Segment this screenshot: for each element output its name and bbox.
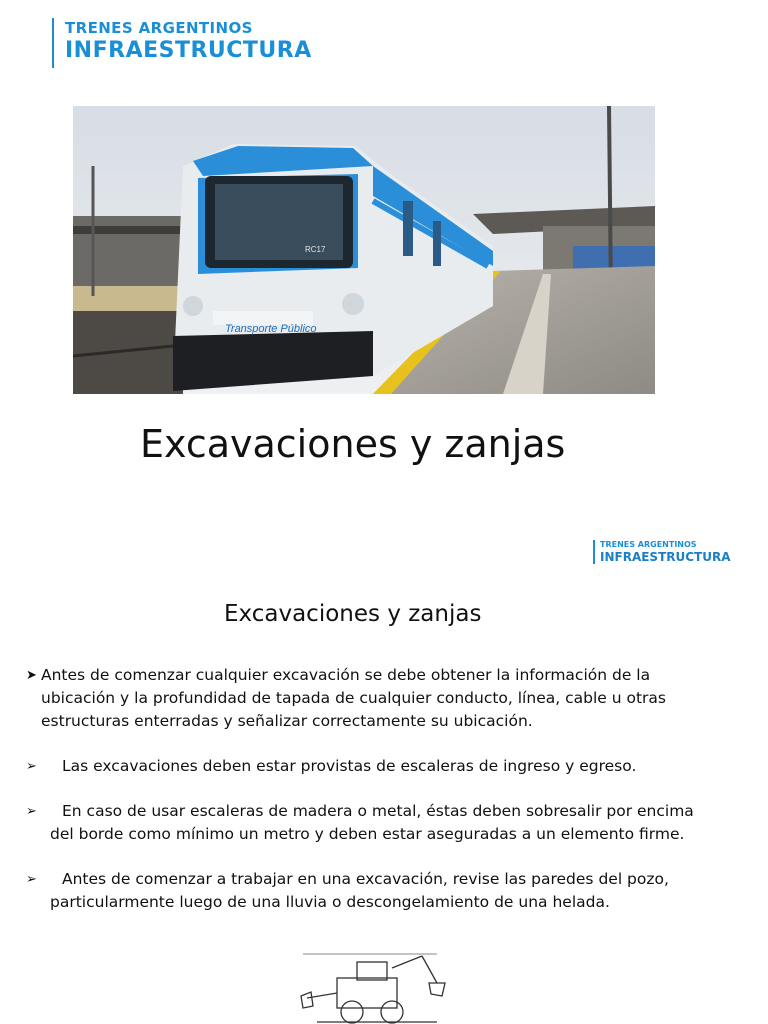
logo-small-line2: INFRAESTRUCTURA: [600, 550, 731, 564]
bullet-line: del borde como mínimo un metro y deben estar aseguradas a un elemento firme.: [50, 825, 685, 843]
logo-small-line1: TRENES ARGENTINOS: [600, 540, 697, 549]
bullet-item: [26, 755, 756, 778]
bullet-list: [26, 664, 756, 936]
bullet-item: [26, 800, 756, 846]
train-photo: [73, 106, 655, 394]
train-code: RC17: [305, 245, 326, 254]
bullet-line: En caso de usar escaleras de madera o metal, éstas deben sobresalir por encima: [62, 802, 694, 820]
cover-title: Excavaciones y zanjas: [140, 422, 566, 466]
bullet-arrow-icon: ➤: [26, 668, 37, 683]
bullet-arrow-icon: ➢: [26, 804, 37, 819]
slide-content: [0, 512, 768, 1024]
bullet-line: ubicación y la profundidad de tapada de cualquier conducto, línea, cable u otras: [41, 689, 666, 707]
excavator-drawing: [297, 948, 455, 1024]
trenes-argentinos-logo: [52, 18, 312, 68]
slide-title: Excavaciones y zanjas: [224, 601, 482, 627]
train-label: Transporte Público: [225, 323, 317, 335]
bullet-arrow-icon: ➢: [26, 759, 37, 774]
bullet-arrow-icon: ➢: [26, 872, 37, 887]
trenes-argentinos-logo-small: [593, 540, 731, 564]
bullet-line: particularmente luego de una lluvia o descongelamiento de una helada.: [50, 893, 610, 911]
bullet-line: estructuras enterradas y señalizar correctamente su ubicación.: [41, 712, 533, 730]
bullet-line: Antes de comenzar cualquier excavación se debe obtener la información de la: [41, 666, 651, 684]
bullet-item: [26, 664, 756, 733]
logo-line2: INFRAESTRUCTURA: [65, 38, 312, 63]
logo-line1: TRENES ARGENTINOS: [65, 19, 253, 37]
bullet-item: [26, 868, 756, 914]
bullet-line: Las excavaciones deben estar provistas de escaleras de ingreso y egreso.: [62, 757, 637, 775]
bullet-line: Antes de comenzar a trabajar en una excavación, revise las paredes del pozo,: [62, 870, 669, 888]
